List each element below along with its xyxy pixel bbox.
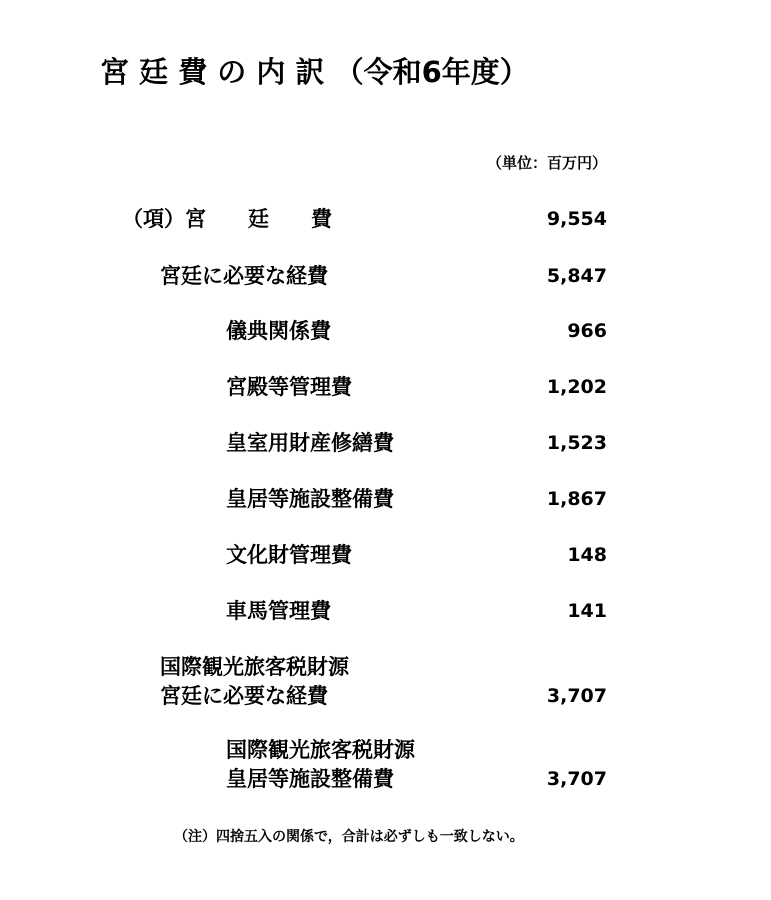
row-value: 9,554	[546, 208, 607, 230]
footnote: （注）四捨五入の関係で，合計は必ずしも一致しない。	[174, 829, 524, 845]
row-value: 3,707	[546, 685, 607, 707]
table-row	[0, 261, 771, 291]
row-value: 148	[567, 544, 607, 566]
document-title: 宮 廷 費 の 内 訳 （令和6年度）	[100, 55, 529, 89]
table-row	[0, 596, 771, 626]
row-value: 141	[567, 600, 607, 622]
row-label: 儀典関係費	[226, 319, 331, 343]
row-label: 宮殿等管理費	[226, 375, 352, 399]
row-label: 宮廷に必要な経費	[160, 264, 328, 288]
table-row	[0, 316, 771, 346]
row-value: 966	[567, 320, 607, 342]
row-value: 3,707	[546, 768, 607, 790]
row-label-line1: 国際観光旅客税財源	[160, 655, 349, 679]
row-value: 5,847	[546, 265, 607, 287]
row-label: 文化財管理費	[226, 543, 352, 567]
row-label: 皇室用財産修繕費	[226, 431, 394, 455]
row-label-line2: 皇居等施設整備費	[226, 767, 394, 791]
row-label-line1: 国際観光旅客税財源	[226, 738, 415, 762]
row-label: 皇居等施設整備費	[226, 487, 394, 511]
row-value: 1,867	[546, 488, 607, 510]
row-label: 車馬管理費	[226, 599, 331, 623]
row-label-line2: 宮廷に必要な経費	[160, 684, 328, 708]
table-row	[0, 735, 771, 795]
row-value: 1,523	[546, 432, 607, 454]
table-row	[0, 372, 771, 402]
table-row	[0, 484, 771, 514]
table-row	[0, 540, 771, 570]
row-value: 1,202	[546, 376, 607, 398]
table-row	[0, 428, 771, 458]
unit-label: （単位：百万円）	[486, 154, 607, 172]
row-label: （項）宮 廷 費	[122, 207, 332, 231]
table-row	[0, 652, 771, 712]
table-row	[0, 204, 771, 234]
